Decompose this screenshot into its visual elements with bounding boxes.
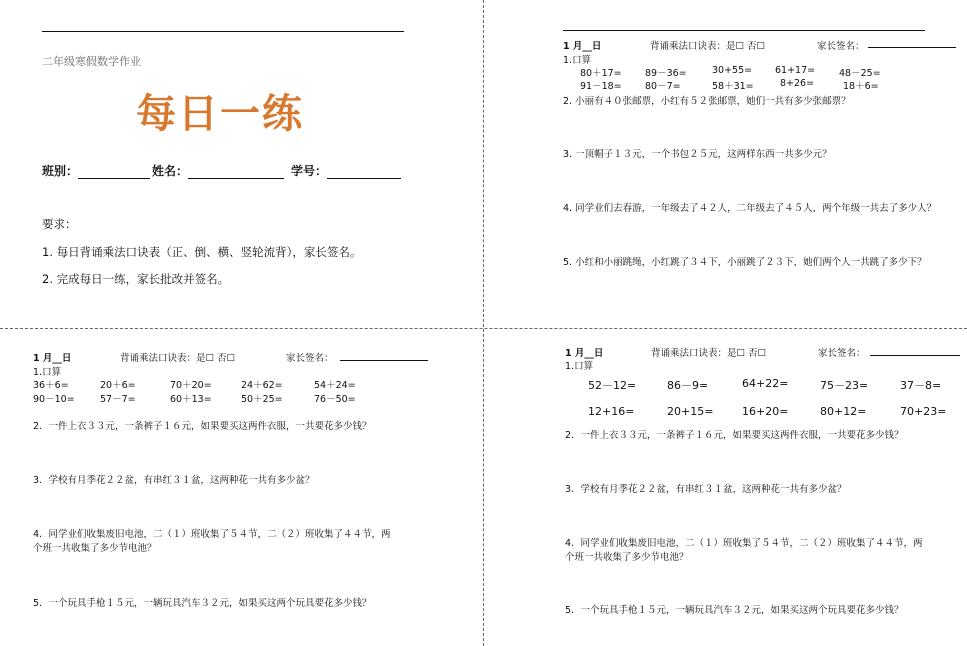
calc-item: 30+55= xyxy=(712,65,753,76)
recite-check[interactable]: 背诵乘法口诀表：是☐ 否☐ xyxy=(120,353,236,364)
parent-signature-line[interactable] xyxy=(340,360,428,361)
section-oral-calc: 1.口算 xyxy=(563,55,592,66)
word-problem-4: 4. 同学业们去春游，一年级去了４２人，二年级去了４５人，两个年级一共去了多少人？ xyxy=(563,203,937,214)
word-problem-4: 4．同学业们收集废旧电池，二（１）班收集了５４节，二（２）班收集了４４节，两 xyxy=(565,538,923,549)
calc-item: 80+12= xyxy=(820,405,867,418)
class-label: 班别： xyxy=(42,164,79,178)
calc-item: 20＋6= xyxy=(100,380,136,391)
calc-item: 70＋20= xyxy=(170,380,212,391)
calc-item: 70+23= xyxy=(900,405,947,418)
recite-check[interactable]: 背诵乘法口诀表：是☐ 否☐ xyxy=(650,41,766,52)
class-field xyxy=(42,162,150,179)
parent-signature-label: 家长签名： xyxy=(286,353,334,364)
vertical-cut-line xyxy=(483,0,484,646)
cover-top-rule xyxy=(42,31,404,32)
calc-item: 57－7= xyxy=(100,394,136,405)
calc-item: 90－10= xyxy=(33,394,75,405)
recite-check[interactable]: 背诵乘法口诀表：是☐ 否☐ xyxy=(651,348,767,359)
calc-item: 16+20= xyxy=(742,405,789,418)
word-problem-5: 5．一个玩具手枪１５元，一辆玩具汽车３２元，如果买这两个玩具要花多少钱？ xyxy=(33,598,372,609)
class-blank[interactable] xyxy=(78,168,150,179)
name-field xyxy=(152,162,284,179)
word-problem-3: 3. 一顶帽子１３元，一个书包２５元，这两样东西一共多少元？ xyxy=(563,149,832,160)
word-problem-2: 2. 小丽有４０张邮票，小红有５２张邮票，她们一共有多少张邮票？ xyxy=(563,96,851,107)
student-id-blank[interactable] xyxy=(327,168,401,179)
parent-signature-line[interactable] xyxy=(868,47,956,48)
calc-item: 8+26= xyxy=(780,78,815,89)
page-title: 每日一练 xyxy=(136,90,304,137)
parent-signature-label: 家长签名： xyxy=(817,41,865,52)
calc-item: 18＋6= xyxy=(843,81,879,92)
word-problem-4-cont: 个班一共收集了多少节电池？ xyxy=(565,552,689,563)
requirement-1: 1. 每日背诵乘法口诀表（正、倒、横、竖轮流背），家长签名。 xyxy=(42,245,362,259)
calc-item: 54＋24= xyxy=(314,380,356,391)
calc-item: 60＋13= xyxy=(170,394,212,405)
calc-item: 24＋62= xyxy=(241,380,283,391)
cover-subtitle: 二年级寒假数学作业 xyxy=(42,55,141,68)
parent-signature-label: 家长签名： xyxy=(818,348,866,359)
calc-item: 80＋17= xyxy=(580,68,622,79)
student-id-field xyxy=(291,162,401,179)
calc-item: 64+22= xyxy=(742,377,789,390)
calc-item: 61+17= xyxy=(775,65,816,76)
word-problem-3: 3．学校有月季花２２盆，有串红３１盆，这两种花一共有多少盆？ xyxy=(565,484,847,495)
word-problem-5: 5. 小红和小丽跳绳，小红跳了３４下，小丽跳了２３下，她们两个人一共跳了多少下？ xyxy=(563,257,927,268)
horizontal-cut-line xyxy=(0,328,967,329)
calc-item: 76－50= xyxy=(314,394,356,405)
word-problem-3: 3．学校有月季花２２盆，有串红３１盆，这两种花一共有多少盆？ xyxy=(33,475,315,486)
calc-item: 75－23= xyxy=(820,379,869,392)
word-problem-4-cont: 个班一共收集了多少节电池？ xyxy=(33,543,157,554)
section-oral-calc: 1.口算 xyxy=(565,361,594,372)
student-id-label: 学号： xyxy=(291,164,328,178)
requirements-title: 要求： xyxy=(42,217,77,231)
calc-item: 37－8= xyxy=(900,379,942,392)
calc-item: 86－9= xyxy=(667,379,709,392)
calc-item: 48－25= xyxy=(839,68,881,79)
calc-item: 12+16= xyxy=(588,405,635,418)
calc-item: 89－36= xyxy=(645,68,687,79)
date-label: 1 月__日 xyxy=(565,348,604,359)
calc-item: 58＋31= xyxy=(712,81,754,92)
calc-item: 52－12= xyxy=(588,379,637,392)
name-blank[interactable] xyxy=(188,168,284,179)
calc-item: 91－18= xyxy=(580,81,622,92)
date-label: 1 月__日 xyxy=(33,353,72,364)
panel-top-rule xyxy=(563,30,925,31)
calc-item: 80－7= xyxy=(645,81,681,92)
section-oral-calc: 1.口算 xyxy=(33,367,62,378)
word-problem-2: 2．一件上衣３３元，一条裤子１６元，如果要买这两件衣服，一共要花多少钱？ xyxy=(33,421,372,432)
parent-signature-line[interactable] xyxy=(870,355,960,356)
word-problem-5: 5．一个玩具手枪１５元，一辆玩具汽车３２元，如果买这两个玩具要花多少钱？ xyxy=(565,605,904,616)
calc-item: 20+15= xyxy=(667,405,714,418)
word-problem-4: 4．同学业们收集废旧电池，二（１）班收集了５４节，二（２）班收集了４４节，两 xyxy=(33,529,391,540)
name-label: 姓名： xyxy=(152,164,189,178)
calc-item: 36＋6= xyxy=(33,380,69,391)
calc-item: 50＋25= xyxy=(241,394,283,405)
word-problem-2: 2．一件上衣３３元，一条裤子１６元，如果要买这两件衣服，一共要花多少钱？ xyxy=(565,430,904,441)
date-label: 1 月__日 xyxy=(563,41,602,52)
requirement-2: 2. 完成每日一练，家长批改并签名。 xyxy=(42,272,230,286)
